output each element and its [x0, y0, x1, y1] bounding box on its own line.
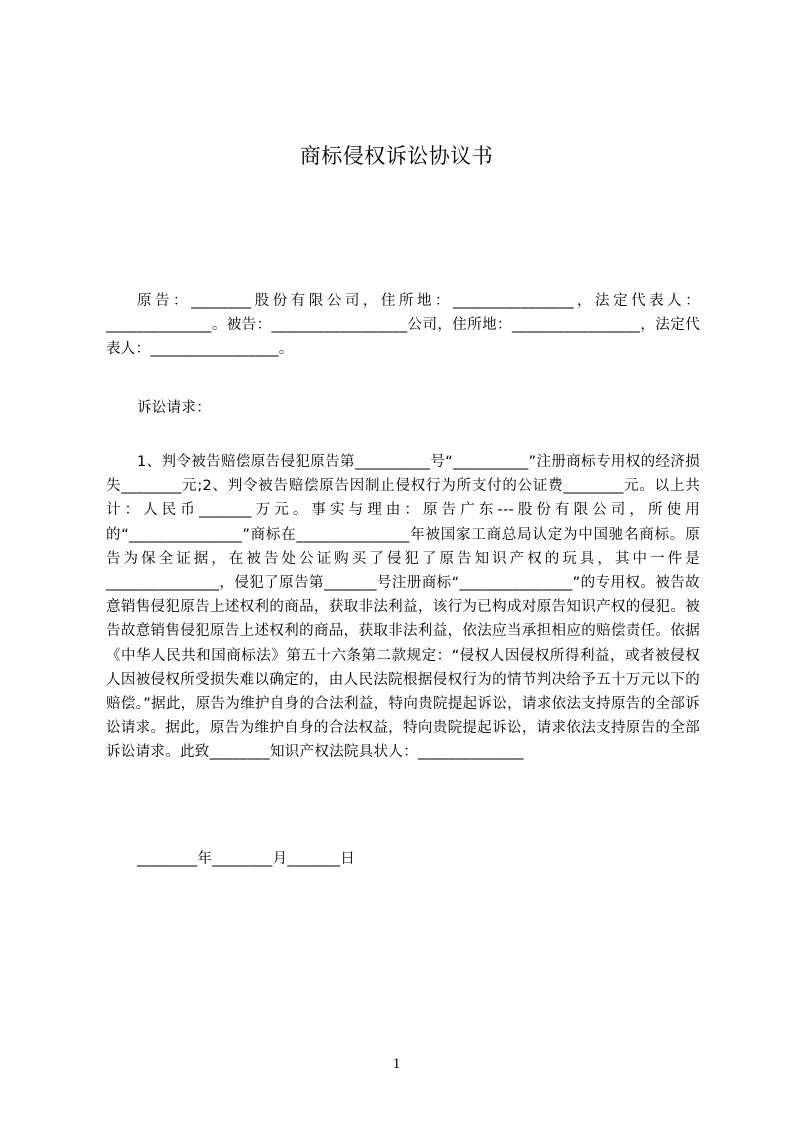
page-number: 1	[392, 1056, 401, 1072]
date-line: ________年________月_______日	[137, 851, 356, 867]
parties-paragraph: 原告：________股份有限公司，住所地：________________，法定代表人：______________。被告：__________________公司，住所地：_________________，法定代表人：_________________。	[106, 293, 700, 358]
claims-heading: 诉讼请求：	[137, 400, 211, 416]
document-title: 商标侵权诉讼协议书	[299, 144, 494, 168]
claims-body-paragraph: 1、判令被告赔偿原告侵犯原告第__________号“__________”注册商标专用权的经济损失________元;2、判令被告赔偿原告因制止侵权行为所支付的公证费________元。以上共计：人民币_______万元。事实与理由：原告广东---股份有限公司，所使用的“_______________”商标在_______________年被国家工商总局认定为中国驰名商标。原告为保全证据，在被告处公证购买了侵犯了原告知识产权的玩具，其中一件是_______________，侵犯了原告第_______号注册商标“_______________”的专用权。被告故意销售侵犯原告上述权利的商品，获取非法利益，该行为已构成对原告知识产权的侵犯。被告故意销售侵犯原告上述权利的商品，获取非法利益，依法应当承担相应的赔偿责任。依据《中华人民共和国商标法》第五十六条第二款规定：“侵权人因侵权所得利益，或者被侵权人因被侵权所受损失难以确定的，由人民法院根据侵权行为的情节判决给予五十万元以下的赔偿。”据此，原告为维护自身的合法利益，特向贵院提起诉讼，请求依法支持原告的全部诉讼请求。据此，原告为维护自身的合法权益，特向贵院提起诉讼，请求依法支持原告的全部诉讼请求。此致________知识产权法院具状人：______________	[106, 454, 700, 761]
